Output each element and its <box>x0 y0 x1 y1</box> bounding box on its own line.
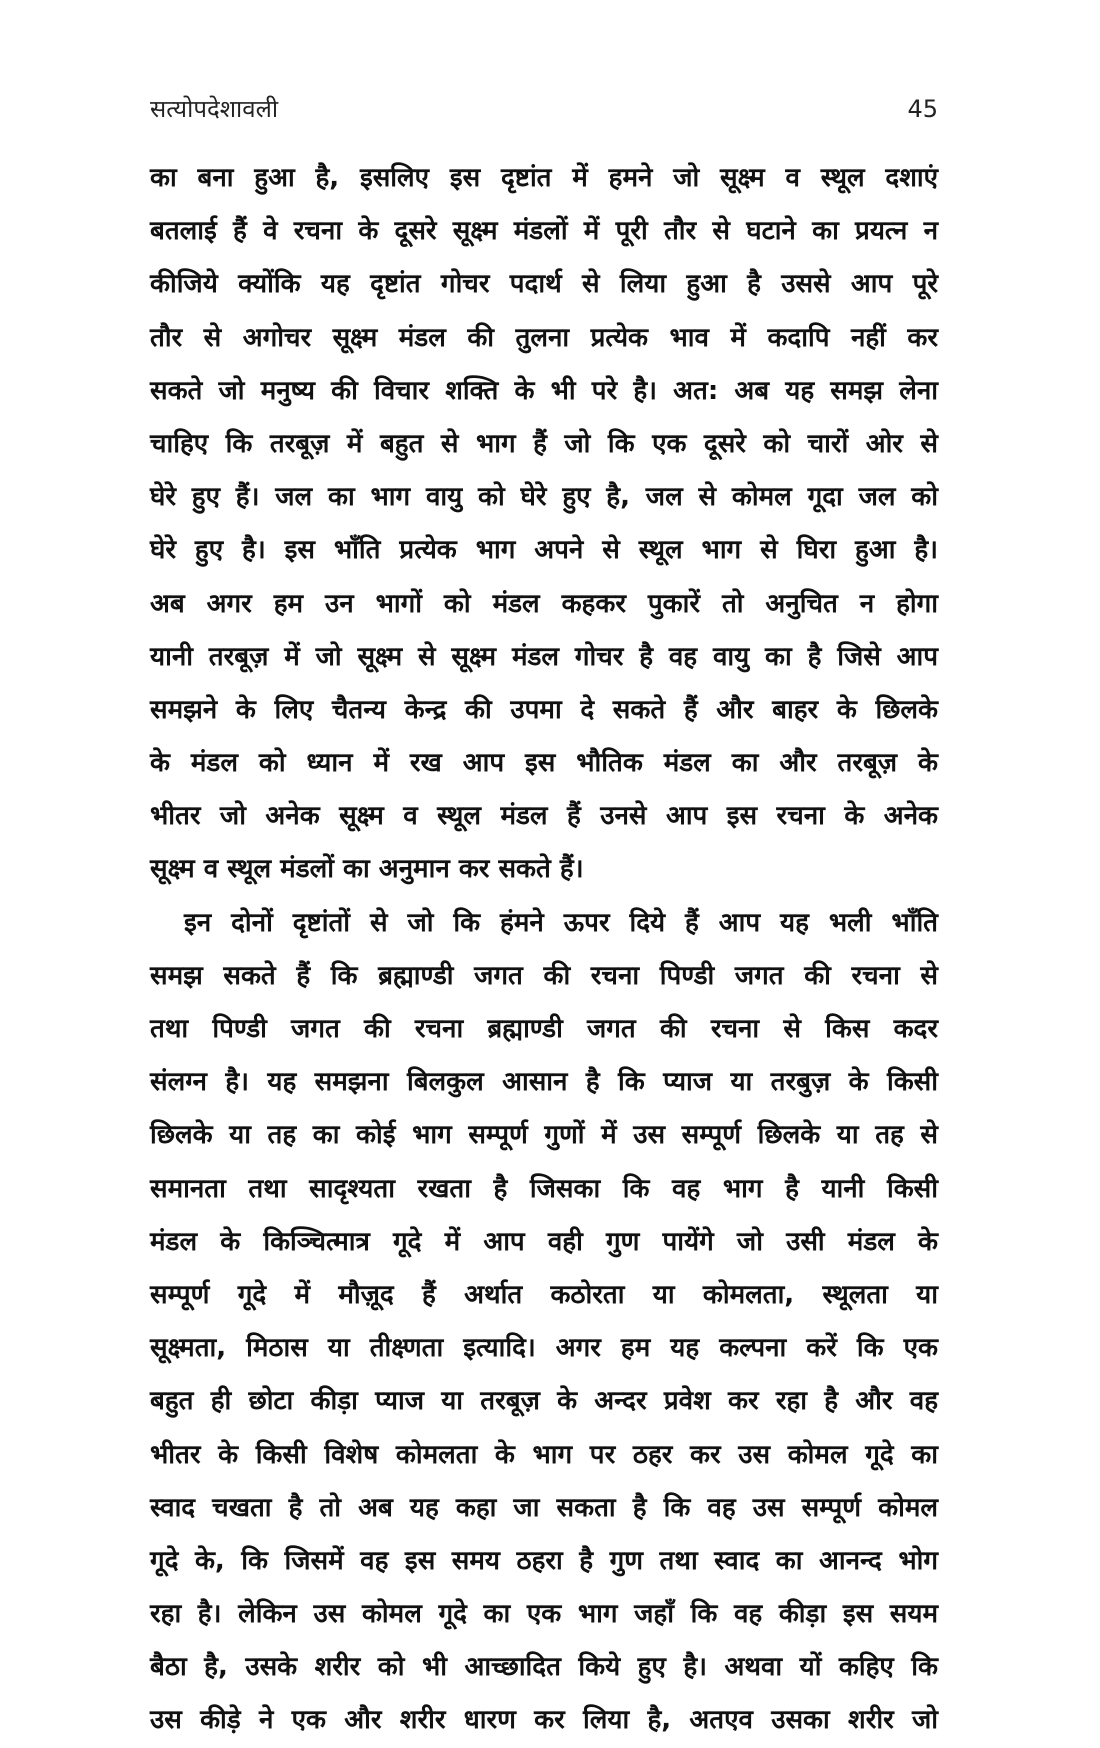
text-line: बतलाई हैं वे रचना के दूसरे सूक्ष्म मंडलों में पूरी तौर से घटाने का प्रयत्न न <box>150 216 938 247</box>
text-line: रहा है। लेकिन उस कोमल गूदे का एक भाग जहाँ कि वह कीड़ा इस सयम <box>150 1599 938 1630</box>
body-text <box>150 152 938 1748</box>
text-line: भीतर के किसी विशेष कोमलता के भाग पर ठहर कर उस कोमल गूदे का <box>150 1439 938 1470</box>
paragraph-end-line: सूक्ष्म व स्थूल मंडलों का अनुमान कर सकते हैं। <box>150 854 584 885</box>
text-line: तथा पिण्डी जगत की रचना ब्रह्माण्डी जगत की रचना से किस कदर <box>150 1014 938 1044</box>
text-line: स्वाद चखता है तो अब यह कहा जा सकता है कि वह उस सम्पूर्ण कोमल <box>150 1492 938 1523</box>
text-line: अब अगर हम उन भागों को मंडल कहकर पुकारें तो अनुचित न होगा <box>150 588 938 619</box>
text-line: के मंडल को ध्यान में रख आप इस भौतिक मंडल का और तरबूज़ के <box>150 748 938 779</box>
text-line: तौर से अगोचर सूक्ष्म मंडल की तुलना प्रत्येक भाव में कदापि नहीं कर <box>150 322 938 353</box>
text-line: का बना हुआ है, इसलिए इस दृष्टांत में हमने जो सूक्ष्म व स्थूल दशाएं <box>150 163 938 193</box>
text-line: सकते जो मनुष्य की विचार शक्ति के भी परे है। अत: अब यह समझ लेना <box>150 375 938 406</box>
text-line: समझ सकते हैं कि ब्रह्माण्डी जगत की रचना पिण्डी जगत की रचना से <box>150 960 939 991</box>
text-line: मंडल के किञ्चित्मात्र गूदे में आप वही गुण पायेंगे जो उसी मंडल के <box>150 1226 938 1257</box>
page-number: 45 <box>907 95 938 123</box>
text-line: समझने के लिए चैतन्य केन्द्र की उपमा दे सकते हैं और बाहर के छिलके <box>150 694 938 725</box>
text-line: सूक्ष्मता, मिठास या तीक्ष्णता इत्यादि। अगर हम यह कल्पना करें कि एक <box>150 1333 938 1364</box>
text-line: बहुत ही छोटा कीड़ा प्याज या तरबूज़ के अन्दर प्रवेश कर रहा है और वह <box>150 1386 938 1417</box>
running-header <box>150 92 938 132</box>
text-line: भीतर जो अनेक सूक्ष्म व स्थूल मंडल हैं उनसे आप इस रचना के अनेक <box>150 801 938 832</box>
text-line: बैठा है, उसके शरीर को भी आच्छादित किये हुए है। अथवा यों कहिए कि <box>150 1652 938 1683</box>
text-line: सम्पूर्ण गूदे में मौज़ूद हैं अर्थात कठोरता या कोमलता, स्थूलता या <box>150 1279 938 1310</box>
text-line: घेरे हुए हैं। जल का भाग वायु को घेरे हुए है, जल से कोमल गूदा जल को <box>150 482 938 513</box>
text-line: उस कीड़े ने एक और शरीर धारण कर लिया है, अतएव उसका शरीर जो <box>150 1705 938 1736</box>
text-line: घेरे हुए है। इस भाँति प्रत्येक भाग अपने से स्थूल भाग से घिरा हुआ है। <box>150 535 938 566</box>
paragraph-start-line: इन दोनों दृष्टांतों से जो कि हंमने ऊपर दिये हैं आप यह भली भाँति <box>184 907 938 938</box>
book-title: सत्योपदेशावली <box>150 95 279 123</box>
text-line: चाहिए कि तरबूज़ में बहुत से भाग हैं जो कि एक दूसरे को चारों ओर से <box>150 428 938 459</box>
text-line: यानी तरबूज़ में जो सूक्ष्म से सूक्ष्म मंडल गोचर है वह वायु का है जिसे आप <box>150 641 938 672</box>
text-line: गूदे के, कि जिसमें वह इस समय ठहरा है गुण तथा स्वाद का आनन्द भोग <box>150 1545 938 1576</box>
text-line: कीजिये क्योंकि यह दृष्टांत गोचर पदार्थ से लिया हुआ है उससे आप पूरे <box>150 269 938 300</box>
text-line: संलग्न है। यह समझना बिलकुल आसान है कि प्याज या तरबुज़ के किसी <box>150 1067 938 1098</box>
text-line: छिलके या तह का कोई भाग सम्पूर्ण गुणों में उस सम्पूर्ण छिलके या तह से <box>150 1120 938 1151</box>
text-line: समानता तथा सादृश्यता रखता है जिसका कि वह भाग है यानी किसी <box>150 1173 938 1204</box>
